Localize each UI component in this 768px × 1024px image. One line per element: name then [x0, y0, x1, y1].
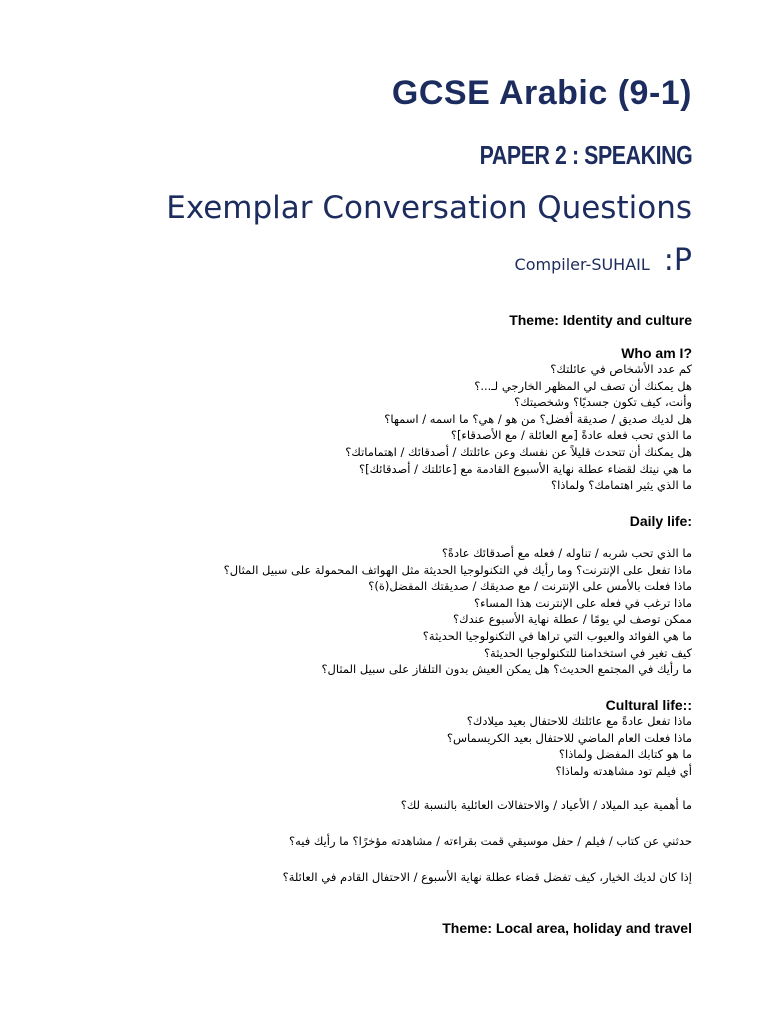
paper-heading: PAPER 2 : SPEAKING — [479, 140, 692, 170]
question-line: هل لديك صديق / صديقة أفضل؟ من هو / هي؟ ما اسمه / اسمها؟ — [384, 411, 692, 426]
question-line: ما أهمية عيد الميلاد / الأعياد / والاحتفالات العائلية بالنسبة لك؟ — [400, 798, 692, 812]
daily-life-heading: Daily life: — [629, 513, 692, 529]
question-line: ما هي الفوائد والعيوب التي تراها في التكنولوجيا الحديثة؟ — [422, 628, 692, 643]
question-line: هل يمكنك أن تتحدث قليلاً عن نفسك وعن عائلتك / أصدقائك / اهتماماتك؟ — [345, 444, 692, 459]
question-line: كم عدد الأشخاص في عائلتك؟ — [550, 362, 692, 376]
who-am-i-questions — [345, 361, 692, 494]
question-line: هل يمكنك أن تصف لي المظهر الخارجي لـ...؟ — [474, 378, 692, 393]
cultural-life-heading: Cultural life:: — [605, 697, 692, 713]
who-am-i-heading: Who am I? — [621, 345, 692, 361]
question-line: حدثني عن كتاب / فيلم / حفل موسيقي قمت بقراءته / مشاهدته مؤخرًا؟ ما رأيك فيه؟ — [289, 834, 692, 848]
cultural-life-questions — [447, 713, 692, 779]
question-line: ما الذي يثير اهتمامك؟ ولماذا؟ — [551, 478, 692, 493]
question-line: ما رأيك في المجتمع الحديث؟ هل يمكن العيش بدون التلفاز على سبيل المثال؟ — [321, 662, 692, 677]
question-line: وأنت، كيف تكون جسديًا؟ وشخصيتك؟ — [514, 395, 692, 410]
question-line: ممكن توصف لي يومًا / عطلة نهاية الأسبوع عندك؟ — [453, 612, 692, 627]
question-line: ما هو كتابك المفضل ولماذا؟ — [558, 747, 692, 762]
question-line: ماذا ترغب في فعله على الإنترنت هذا المساء؟ — [474, 595, 692, 610]
question-line: ماذا تفعل عادةً مع عائلتك للاحتفال بعيد ميلادك؟ — [466, 714, 692, 728]
question-line: ما الذي تحب فعله عادةً [مع العائلة / مع الأصدقاء]؟ — [450, 428, 692, 443]
question-line: ماذا فعلت بالأمس على الإنترنت / مع صديقك / صديقتك المفضل(ة)؟ — [368, 579, 692, 594]
document-title: GCSE Arabic (9-1) — [391, 74, 692, 112]
compiler-credit — [515, 243, 692, 278]
question-line: إذا كان لديك الخيار، كيف تفضل قضاء عطلة نهاية الأسبوع / الاحتفال القادم في العائلة؟ — [282, 870, 692, 884]
question-line: ما هي نيتك لقضاء عطلة نهاية الأسبوع القادمة مع [عائلتك / أصدقائك]؟ — [359, 461, 692, 476]
question-line: ماذا تفعل على الإنترنت؟ وما رأيك في التكنولوجيا الحديثة مثل الهواتف المحمولة على سبيل المثال؟ — [223, 562, 692, 577]
question-line: أي فيلم تود مشاهدته ولماذا؟ — [555, 763, 692, 778]
question-line: كيف تغير في استخدامنا للتكنولوجيا الحديثة؟ — [483, 645, 692, 660]
compiler-name: Compiler-SUHAIL — [514, 255, 650, 274]
compiler-mark: :P — [663, 243, 692, 278]
daily-life-questions — [224, 545, 692, 678]
theme-identity-heading: Theme: Identity and culture — [509, 312, 692, 328]
question-line: ما الذي تحب شربه / تناوله / فعله مع أصدقائك عادةً؟ — [441, 546, 692, 560]
document-subtitle: Exemplar Conversation Questions — [166, 190, 692, 226]
question-line: ماذا فعلت العام الماضي للاحتفال بعيد الكريسماس؟ — [446, 730, 692, 745]
theme-local-area-heading: Theme: Local area, holiday and travel — [442, 920, 692, 936]
